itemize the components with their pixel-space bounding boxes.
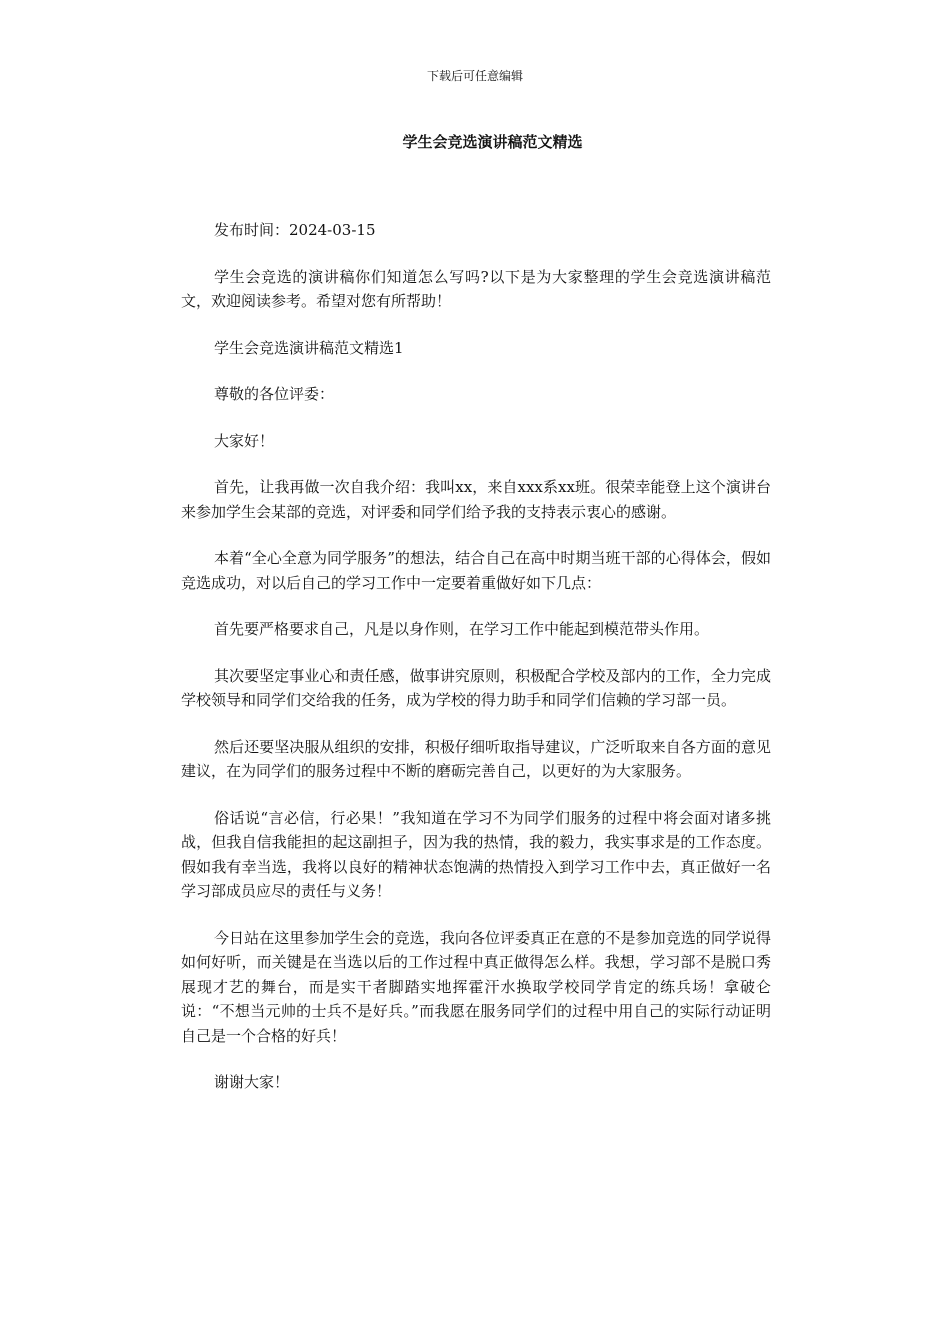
body-paragraph: 首先要严格要求自己，凡是以身作则，在学习工作中能起到模范带头作用。 — [214, 620, 710, 638]
body-paragraph: 然后还要坚决服从组织的安排，积极仔细听取指导建议，广泛听取来自各方面的意见建议，在为同学们的服务过程中不断的磨砺完善自己，以更好的为大家服务。 — [181, 737, 771, 780]
section-heading: 学生会竞选演讲稿范文精选1 — [214, 338, 404, 357]
body-paragraph: 俗话说“言必信，行必果！”我知道在学习不为同学们服务的过程中将会面对诸多挑战，但我自信我能担的起这副担子，因为我的热情，我的毅力，我实事求是的工作态度。假如我有幸当选，我将以良好的精神状态饱满的热情投入到学习工作中去，真正做好一名学习部成员应尽的责任与义务！ — [181, 808, 771, 900]
greeting: 大家好！ — [214, 431, 275, 450]
body-paragraph: 今日站在这里参加学生会的竞选，我向各位评委真正在意的不是参加竞选的同学说得如何好听，而关键是在当选以后的工作过程中真正做得怎么样。我想，学习部不是脱口秀展现才艺的舞台，而是实干者脚踏实地挥霍汗水换取学校同学肯定的练兵场！拿破仑说：“不想当元帅的士兵不是好兵。”而我愿在服务同学们的过程中用自己的实际行动证明自己是一个合格的好兵！ — [181, 928, 771, 1045]
document-title: 学生会竞选演讲稿范文精选 — [402, 133, 583, 151]
salutation: 尊敬的各位评委： — [214, 385, 335, 403]
body-paragraph: 首先，让我再做一次自我介绍：我叫xx，来自xxx系xx班。很荣幸能登上这个演讲台来参加学生会某部的竞选，对评委和同学们给予我的支持表示衷心的感谢。 — [181, 478, 771, 521]
body-paragraph: 其次要坚定事业心和责任感，做事讲究原则，积极配合学校及部内的工作，全力完成学校领导和同学们交给我的任务，成为学校的得力助手和同学们信赖的学习部一员。 — [181, 666, 771, 709]
publish-date: 发布时间：2024-03-15 — [214, 221, 376, 239]
closing: 谢谢大家！ — [214, 1073, 290, 1091]
body-paragraph: 本着“全心全意为同学服务”的想法，结合自己在高中时期当班干部的心得体会，假如竞选成功，对以后自己的学习工作中一定要着重做好如下几点： — [181, 549, 771, 592]
document-body — [181, 218, 771, 1117]
intro-paragraph: 学生会竞选的演讲稿你们知道怎么写吗?以下是为大家整理的学生会竞选演讲稿范文，欢迎阅读参考。希望对您有所帮助！ — [181, 267, 771, 310]
header-note: 下载后可任意编辑 — [426, 69, 523, 83]
